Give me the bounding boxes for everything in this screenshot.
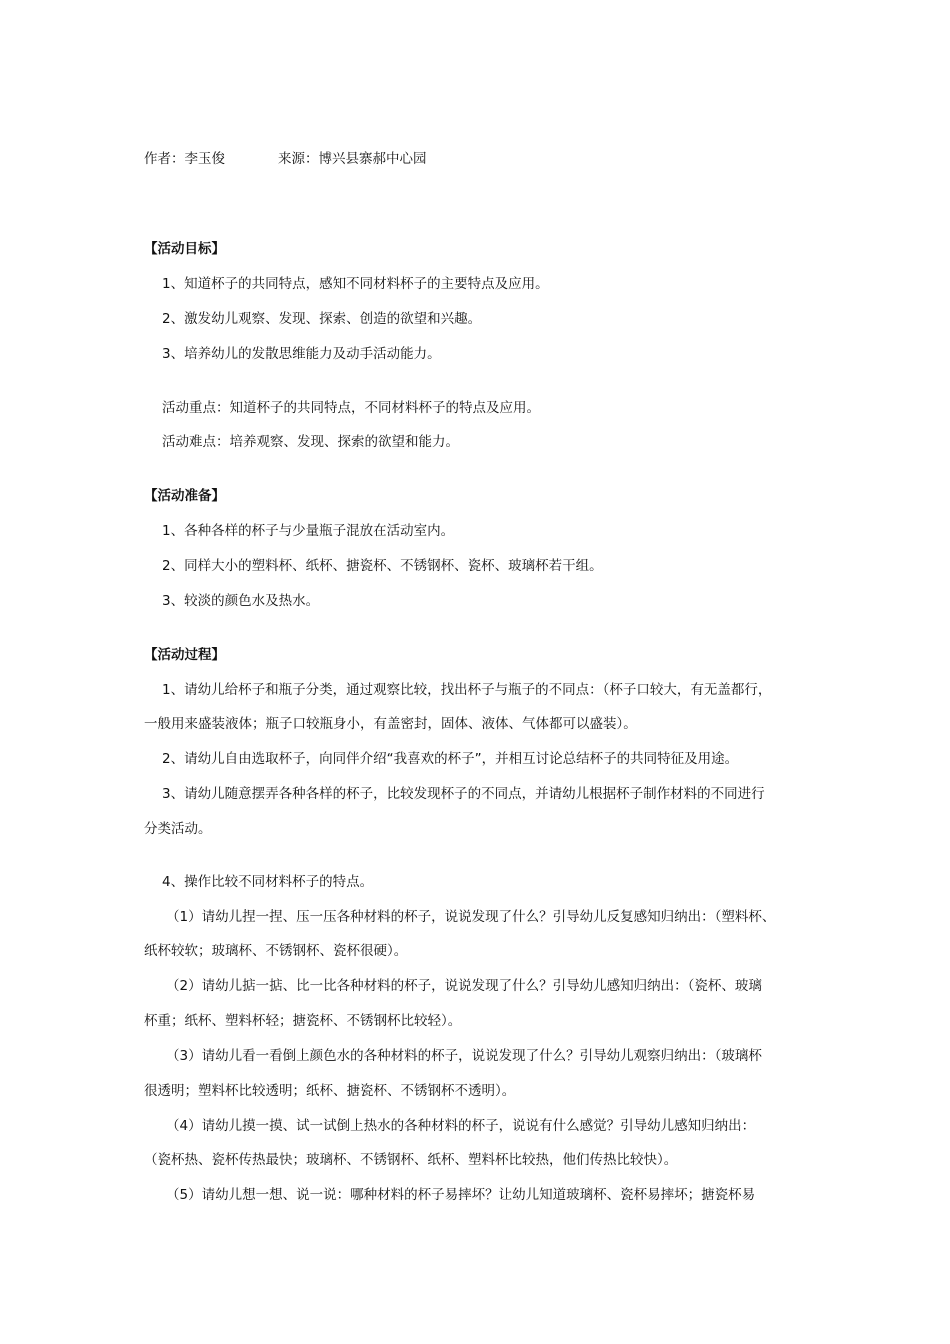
sub-step-cont: 很透明；塑料杯比较透明；纸杯、搪瓷杯、不锈钢杯不透明）。 bbox=[144, 1083, 516, 1099]
process-step: 1、请幼儿给杯子和瓶子分类，通过观察比较，找出杯子与瓶子的不同点：（杯子口较大，有无盖都行， bbox=[162, 682, 772, 698]
difficulty-point: 活动难点：培养观察、发现、探索的欲望和能力。 bbox=[162, 434, 459, 450]
process-step: 2、请幼儿自由选取杯子，向同伴介绍“我喜欢的杯子”，并相互讨论总结杯子的共同特征及用途。 bbox=[162, 751, 739, 767]
sub-step-cont: （瓷杯热、瓷杯传热最快；玻璃杯、不锈钢杯、纸杯、塑料杯比较热，他们传热比较快）。 bbox=[144, 1152, 678, 1168]
sub-step: （1）请幼儿捏一捏、压一压各种材料的杯子，说说发现了什么？引导幼儿反复感知归纳出：（塑料杯、 bbox=[166, 909, 776, 925]
goal-item: 3、培养幼儿的发散思维能力及动手活动能力。 bbox=[162, 346, 441, 362]
sub-step: （5）请幼儿想一想、说一说：哪种材料的杯子易摔坏？让幼儿知道玻璃杯、瓷杯易摔坏；搪瓷杯易 bbox=[166, 1187, 756, 1203]
author-line: 作者：李玉俊 bbox=[144, 151, 225, 167]
prep-heading: 【活动准备】 bbox=[144, 488, 225, 504]
sub-step: （4）请幼儿摸一摸、试一试倒上热水的各种材料的杯子，说说有什么感觉？引导幼儿感知归纳出： bbox=[166, 1118, 756, 1134]
process-step-cont: 分类活动。 bbox=[144, 821, 212, 837]
sub-step: （3）请幼儿看一看倒上颜色水的各种材料的杯子，说说发现了什么？引导幼儿观察归纳出：（玻璃杯 bbox=[166, 1048, 762, 1064]
prep-item: 3、较淡的颜色水及热水。 bbox=[162, 593, 320, 609]
prep-item: 2、同样大小的塑料杯、纸杯、搪瓷杯、不锈钢杯、瓷杯、玻璃杯若干组。 bbox=[162, 558, 603, 574]
goal-item: 1、知道杯子的共同特点，感知不同材料杯子的主要特点及应用。 bbox=[162, 276, 549, 292]
goals-heading: 【活动目标】 bbox=[144, 241, 225, 257]
process-heading: 【活动过程】 bbox=[144, 647, 225, 663]
process-step-cont: 一般用来盛装液体；瓶子口较瓶身小，有盖密封，固体、液体、气体都可以盛装）。 bbox=[144, 716, 637, 732]
sub-step-cont: 纸杯较软；玻璃杯、不锈钢杯、瓷杯很硬）。 bbox=[144, 943, 408, 959]
sub-step: （2）请幼儿掂一掂、比一比各种材料的杯子，说说发现了什么？引导幼儿感知归纳出：（瓷杯、玻璃 bbox=[166, 978, 762, 994]
key-point: 活动重点：知道杯子的共同特点，不同材料杯子的特点及应用。 bbox=[162, 400, 540, 416]
process-step: 3、请幼儿随意摆弄各种各样的杯子，比较发现杯子的不同点，并请幼儿根据杯子制作材料的不同进行 bbox=[162, 786, 765, 802]
goal-item: 2、激发幼儿观察、发现、探索、创造的欲望和兴趣。 bbox=[162, 311, 482, 327]
sub-step-cont: 杯重；纸杯、塑料杯轻；搪瓷杯、不锈钢杯比较轻）。 bbox=[144, 1013, 462, 1029]
prep-item: 1、各种各样的杯子与少量瓶子混放在活动室内。 bbox=[162, 523, 455, 539]
process-step: 4、操作比较不同材料杯子的特点。 bbox=[162, 874, 374, 890]
source-line: 来源：博兴县寨郝中心园 bbox=[278, 151, 427, 167]
